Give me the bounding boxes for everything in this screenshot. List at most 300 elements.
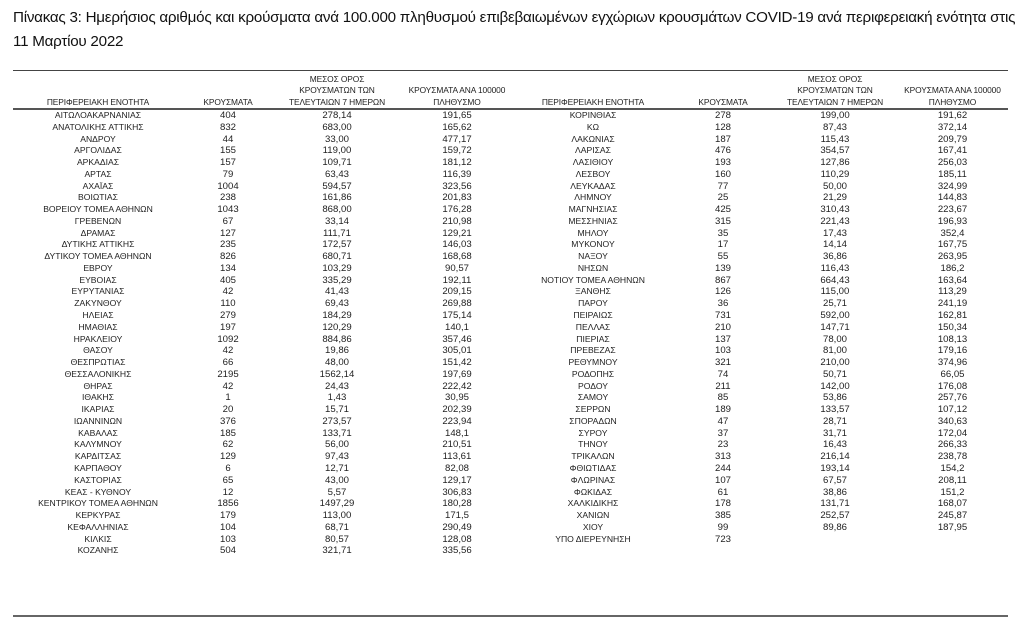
average-cell: 63,43 — [324, 168, 349, 180]
average-cell: 116,43 — [820, 262, 850, 274]
average-cell: 592,00 — [820, 310, 850, 322]
region-cell: ΠΑΡΟΥ — [578, 298, 608, 309]
table-row — [13, 404, 513, 416]
table-row — [13, 451, 513, 463]
per100k-cell: 306,83 — [442, 486, 472, 498]
cases-cell: 17 — [717, 239, 729, 251]
table-row — [13, 487, 513, 499]
average-cell: 127,86 — [820, 157, 850, 169]
cases-cell: 867 — [714, 274, 731, 286]
per100k-cell: 151,42 — [442, 357, 472, 369]
header-region-label: ΠΕΡΙΦΕΡΕΙΑΚΗ ΕΝΟΤΗΤΑ — [46, 96, 150, 107]
table-row — [513, 251, 1008, 263]
cases-cell: 476 — [714, 145, 731, 157]
per100k-cell: 238,78 — [937, 451, 968, 463]
average-cell: 115,43 — [820, 133, 850, 145]
table-title: Πίνακας 3: Ημερήσιος αριθμός και κρούσματα ανά 100.000 πληθυσμού επιβεβαιωμένων εγχώριων κρουσμάτων COVID-19 ανά περιφερειακή ενότητα στις 11 Μαρτίου 2022 — [13, 9, 1016, 50]
region-cell: ΚΑΡΔΙΤΣΑΣ — [74, 451, 122, 462]
average-cell: 354,57 — [820, 145, 850, 157]
average-cell: 683,00 — [322, 121, 352, 133]
table-row — [513, 381, 1008, 393]
table-row — [13, 181, 513, 193]
cases-cell: 1856 — [217, 498, 239, 510]
average-cell: 12,71 — [324, 462, 349, 474]
table-row — [13, 369, 513, 381]
table-row — [13, 510, 513, 522]
region-cell: ΜΗΛΟΥ — [577, 227, 609, 238]
region-cell: ΑΡΚΑΔΙΑΣ — [76, 157, 120, 168]
header-cases — [183, 71, 273, 108]
table-row — [513, 216, 1008, 228]
average-cell: 1497,29 — [319, 498, 355, 510]
cases-cell: 129 — [219, 451, 236, 463]
table-row — [13, 157, 513, 169]
region-cell: ΜΑΓΝΗΣΙΑΣ — [568, 204, 618, 215]
table-row — [13, 145, 513, 157]
table-row — [13, 357, 513, 369]
per100k-cell: 340,63 — [937, 415, 968, 427]
region-cell: ΙΩΑΝΝΙΝΩΝ — [73, 415, 123, 426]
table-row — [513, 122, 1008, 134]
per100k-cell: 209,15 — [442, 286, 472, 298]
per100k-cell: 146,03 — [442, 239, 472, 251]
cases-cell: 23 — [717, 439, 729, 451]
per100k-cell: 197,69 — [442, 368, 472, 380]
average-cell: 594,57 — [322, 180, 352, 192]
table-row — [513, 134, 1008, 146]
cases-cell: 160 — [714, 168, 731, 180]
region-cell: ΚΕΡΚΥΡΑΣ — [75, 510, 121, 521]
per100k-cell: 352,4 — [940, 227, 965, 239]
table-row — [13, 275, 513, 287]
cases-cell: 504 — [219, 545, 236, 557]
table-row — [513, 357, 1008, 369]
cases-cell: 12 — [222, 486, 234, 498]
cases-cell: 210 — [714, 321, 731, 333]
region-cell: ΦΩΚΙΔΑΣ — [573, 486, 613, 497]
cases-cell: 47 — [717, 415, 729, 427]
region-cell: ΘΑΣΟΥ — [83, 345, 113, 356]
table-row — [13, 522, 513, 534]
average-cell: 50,71 — [822, 368, 847, 380]
average-cell: 252,57 — [820, 510, 850, 522]
table-row — [513, 369, 1008, 381]
per100k-cell: 168,68 — [442, 251, 472, 263]
average-cell: 321,71 — [322, 545, 352, 557]
average-cell: 25,71 — [822, 298, 847, 310]
cases-cell: 157 — [219, 157, 236, 169]
per100k-cell: 116,39 — [442, 168, 472, 180]
header-average-line3: ΤΕΛΕΥΤΑΙΩΝ 7 ΗΜΕΡΩΝ — [288, 96, 386, 107]
region-cell: ΤΡΙΚΑΛΩΝ — [571, 451, 615, 462]
average-cell: 69,43 — [324, 298, 349, 310]
average-cell: 87,43 — [822, 121, 847, 133]
region-cell: ΧΙΟΥ — [582, 521, 604, 532]
cases-cell: 211 — [715, 380, 731, 392]
table-row — [13, 216, 513, 228]
average-cell: 41,43 — [324, 286, 349, 298]
table-row — [513, 487, 1008, 499]
per100k-cell: 176,28 — [442, 204, 472, 216]
per100k-cell: 210,51 — [442, 439, 472, 451]
per100k-cell: 107,12 — [937, 404, 968, 416]
cases-cell: 279 — [219, 310, 236, 322]
table-row — [13, 322, 513, 334]
cases-cell: 187 — [714, 133, 731, 145]
table-row — [13, 534, 513, 546]
per100k-cell: 196,93 — [937, 215, 968, 227]
region-cell: ΛΑΣΙΘΙΟΥ — [572, 157, 614, 168]
average-cell: 36,86 — [822, 251, 847, 263]
average-cell: 31,71 — [822, 427, 847, 439]
header-cases — [673, 71, 773, 108]
region-cell: ΣΕΡΡΩΝ — [575, 404, 611, 415]
table-row — [513, 157, 1008, 169]
region-cell: ΠΙΕΡΙΑΣ — [576, 333, 610, 344]
region-cell: ΛΕΣΒΟΥ — [575, 168, 611, 179]
cases-cell: 832 — [219, 121, 236, 133]
per100k-cell: 140,1 — [444, 321, 469, 333]
table-row — [513, 510, 1008, 522]
per100k-cell: 266,33 — [937, 439, 968, 451]
region-cell: ΘΗΡΑΣ — [83, 380, 113, 391]
region-cell: ΣΠΟΡΑΔΩΝ — [569, 415, 617, 426]
table-row — [13, 169, 513, 181]
per100k-cell: 305,01 — [442, 345, 472, 357]
per100k-cell: 202,39 — [442, 404, 472, 416]
region-cell: ΔΥΤΙΚΗΣ ΑΤΤΙΚΗΣ — [61, 239, 135, 250]
region-cell: ΛΗΜΝΟΥ — [574, 192, 612, 203]
cases-cell: 404 — [219, 110, 236, 121]
region-cell: ΝΑΞΟΥ — [578, 251, 608, 262]
table-row — [13, 134, 513, 146]
table-row — [13, 334, 513, 346]
table-row — [13, 310, 513, 322]
per100k-cell: 210,98 — [442, 215, 472, 227]
cases-cell: 731 — [714, 310, 731, 322]
average-cell: 111,71 — [323, 227, 351, 239]
cases-cell: 77 — [717, 180, 729, 192]
average-cell: 15,71 — [324, 404, 349, 416]
region-cell: ΚΑΒΑΛΑΣ — [78, 427, 118, 438]
average-cell: 884,86 — [322, 333, 352, 345]
region-cell: ΔΥΤΙΚΟΥ ΤΟΜΕΑ ΑΘΗΝΩΝ — [44, 251, 152, 262]
region-cell: ΔΡΑΜΑΣ — [80, 227, 116, 238]
region-cell: ΚΙΛΚΙΣ — [84, 533, 112, 544]
per100k-cell: 256,03 — [937, 157, 968, 169]
region-cell: ΕΥΒΟΙΑΣ — [79, 274, 117, 285]
average-cell: 120,29 — [322, 321, 352, 333]
header-average-line1: ΜΕΣΟΣ ΟΡΟΣ — [309, 73, 365, 84]
cases-cell: 126 — [714, 286, 731, 298]
average-cell: 80,57 — [324, 533, 349, 545]
per100k-cell: 191,65 — [442, 110, 472, 121]
region-cell: ΦΛΩΡΙΝΑΣ — [570, 474, 616, 485]
average-cell: 28,71 — [822, 415, 847, 427]
region-cell: ΙΚΑΡΙΑΣ — [81, 404, 115, 415]
header-region — [513, 71, 673, 108]
region-cell: ΒΟΡΕΙΟΥ ΤΟΜΕΑ ΑΘΗΝΩΝ — [43, 204, 153, 215]
per100k-cell: 201,83 — [442, 192, 472, 204]
cases-cell: 376 — [219, 415, 236, 427]
cases-cell: 313 — [714, 451, 731, 463]
cases-cell: 99 — [717, 521, 729, 533]
table-row — [513, 169, 1008, 181]
cases-cell: 61 — [717, 486, 729, 498]
header-region — [13, 71, 183, 108]
average-cell: 33,14 — [324, 215, 349, 227]
table-row — [13, 298, 513, 310]
per100k-cell: 269,88 — [442, 298, 472, 310]
per100k-cell: 30,95 — [444, 392, 469, 404]
table-row — [13, 439, 513, 451]
table-row — [513, 534, 1008, 546]
average-cell: 43,00 — [324, 474, 349, 486]
per100k-cell: 374,96 — [937, 357, 968, 369]
header-average-line3: ΤΕΛΕΥΤΑΙΩΝ 7 ΗΜΕΡΩΝ — [786, 96, 884, 107]
region-cell: ΚΑΣΤΟΡΙΑΣ — [74, 474, 122, 485]
region-cell: ΝΗΣΩΝ — [577, 262, 609, 273]
per100k-cell: 151,2 — [940, 486, 965, 498]
region-cell: ΜΕΣΣΗΝΙΑΣ — [568, 215, 618, 226]
per100k-cell: 129,21 — [442, 227, 472, 239]
cases-cell: 137 — [714, 333, 731, 345]
cases-cell: 42 — [222, 380, 234, 392]
cases-cell: 321 — [714, 357, 731, 369]
average-cell: 67,57 — [822, 474, 847, 486]
table-row — [513, 145, 1008, 157]
average-cell: 14,14 — [822, 239, 847, 251]
average-cell: 147,71 — [820, 321, 850, 333]
average-cell: 133,71 — [322, 427, 352, 439]
average-cell: 24,43 — [324, 380, 349, 392]
region-cell: ΗΜΑΘΙΑΣ — [78, 321, 118, 332]
table-row — [13, 286, 513, 298]
per100k-cell: 128,08 — [442, 533, 472, 545]
cases-cell: 1092 — [217, 333, 239, 345]
per100k-cell: 108,13 — [937, 333, 968, 345]
per100k-cell: 113,61 — [442, 451, 472, 463]
region-cell: ΚΕΑΣ - ΚΥΘΝΟΥ — [64, 486, 132, 497]
table-row — [13, 122, 513, 134]
cases-cell: 385 — [714, 510, 731, 522]
table-row — [513, 286, 1008, 298]
cases-cell: 1043 — [217, 204, 239, 216]
cases-cell: 238 — [219, 192, 236, 204]
average-cell: 21,29 — [822, 192, 847, 204]
region-cell: ΚΑΡΠΑΘΟΥ — [74, 462, 122, 473]
table-row — [13, 228, 513, 240]
region-cell: ΤΗΝΟΥ — [578, 439, 608, 450]
per100k-cell: 187,95 — [937, 521, 968, 533]
cases-cell: 405 — [219, 274, 236, 286]
region-cell: ΝΟΤΙΟΥ ΤΟΜΕΑ ΑΘΗΝΩΝ — [541, 274, 645, 285]
region-cell: ΑΡΓΟΛΙΔΑΣ — [74, 145, 122, 156]
average-cell: 193,14 — [820, 462, 850, 474]
table-row — [13, 251, 513, 263]
per100k-cell: 176,08 — [937, 380, 968, 392]
region-cell: ΛΑΚΩΝΙΑΣ — [571, 133, 615, 144]
header-cases-label: ΚΡΟΥΣΜΑΤΑ — [203, 96, 253, 107]
per100k-cell: 357,46 — [442, 333, 472, 345]
per100k-cell: 150,34 — [937, 321, 968, 333]
per100k-cell: 129,17 — [442, 474, 472, 486]
per100k-cell: 257,76 — [937, 392, 968, 404]
per100k-cell: 171,5 — [444, 510, 469, 522]
header-per100k — [897, 71, 1008, 108]
cases-cell: 25 — [717, 192, 729, 204]
cases-cell: 85 — [717, 392, 729, 404]
per100k-cell: 172,04 — [937, 427, 968, 439]
cases-cell: 425 — [714, 204, 731, 216]
cases-cell: 189 — [714, 404, 731, 416]
per100k-cell: 192,11 — [442, 274, 472, 286]
per100k-cell: 180,28 — [442, 498, 472, 510]
table-row — [513, 475, 1008, 487]
cases-cell: 193 — [714, 157, 731, 169]
table-row — [13, 392, 513, 404]
per100k-cell: 185,11 — [938, 168, 967, 180]
region-cell: ΑΡΤΑΣ — [84, 168, 112, 179]
region-cell: ΜΥΚΟΝΟΥ — [571, 239, 615, 250]
table-row — [13, 192, 513, 204]
average-cell: 1562,14 — [319, 368, 355, 380]
region-cell: ΑΙΤΩΛΟΑΚΑΡΝΑΝΙΑΣ — [54, 110, 142, 120]
region-cell: ΦΘΙΩΤΙΔΑΣ — [569, 462, 617, 473]
region-cell: ΧΑΛΚΙΔΙΚΗΣ — [567, 498, 619, 509]
cases-cell: 55 — [717, 251, 729, 263]
table-row — [13, 428, 513, 440]
cases-cell: 155 — [219, 145, 236, 157]
table-row — [513, 275, 1008, 287]
cases-cell: 127 — [219, 227, 236, 239]
per100k-cell: 209,79 — [937, 133, 968, 145]
cases-cell: 103 — [714, 345, 731, 357]
cases-cell: 134 — [219, 262, 236, 274]
region-cell: ΞΑΝΘΗΣ — [575, 286, 611, 297]
cases-cell: 107 — [714, 474, 731, 486]
header-average-line2: ΚΡΟΥΣΜΑΤΩΝ ΤΩΝ — [299, 85, 375, 95]
cases-cell: 42 — [222, 345, 234, 357]
per100k-cell: 323,56 — [442, 180, 472, 192]
cases-cell: 1 — [225, 392, 231, 404]
table-row — [513, 110, 1008, 122]
header-average-line2: ΚΡΟΥΣΜΑΤΩΝ ΤΩΝ — [797, 85, 873, 95]
region-cell: ΡΕΘΥΜΝΟΥ — [568, 357, 618, 368]
cases-cell: 244 — [714, 462, 731, 474]
average-cell: 119,00 — [322, 145, 352, 157]
cases-cell: 6 — [225, 462, 231, 474]
cases-cell: 185 — [219, 427, 236, 439]
per100k-cell: 290,49 — [442, 521, 472, 533]
cases-cell: 62 — [222, 439, 234, 451]
average-cell: 664,43 — [820, 274, 850, 286]
table-row — [513, 428, 1008, 440]
cases-cell: 35 — [717, 227, 729, 239]
cases-cell: 139 — [714, 262, 731, 274]
left-table-body — [13, 110, 513, 557]
per100k-cell: 335,56 — [442, 545, 472, 557]
per100k-cell: 159,72 — [442, 145, 472, 157]
region-cell: ΥΠΟ ΔΙΕΡΕΥΝΗΣΗ — [555, 533, 631, 544]
header-per100k-line1: ΚΡΟΥΣΜΑΤΑ ΑΝΑ 100000 — [408, 85, 506, 95]
table-row — [513, 334, 1008, 346]
table-row — [13, 475, 513, 487]
header-per100k-line2: ΠΛΗΘΥΣΜΟ — [433, 96, 481, 107]
region-cell: ΠΕΙΡΑΙΩΣ — [573, 310, 613, 321]
average-cell: 115,00 — [820, 286, 850, 298]
region-cell: ΑΝΑΤΟΛΙΚΗΣ ΑΤΤΙΚΗΣ — [52, 121, 144, 132]
average-cell: 109,71 — [322, 157, 352, 169]
table-row — [513, 239, 1008, 251]
region-cell: ΑΧΑΪΑΣ — [82, 180, 114, 191]
average-cell: 210,00 — [820, 357, 850, 369]
table-row — [13, 498, 513, 510]
cases-cell: 197 — [219, 321, 236, 333]
table-row — [13, 381, 513, 393]
table-row — [513, 416, 1008, 428]
cases-cell: 37 — [717, 427, 729, 439]
average-cell: 868,00 — [322, 204, 352, 216]
region-cell: ΚΕΦΑΛΛΗΝΙΑΣ — [67, 521, 129, 532]
cases-cell: 826 — [219, 251, 236, 263]
cases-cell: 67 — [222, 215, 234, 227]
average-cell: 113,00 — [322, 510, 352, 522]
per100k-cell: 241,19 — [937, 298, 968, 310]
cases-cell: 104 — [219, 521, 236, 533]
region-cell: ΠΡΕΒΕΖΑΣ — [570, 345, 616, 356]
average-cell: 50,00 — [822, 180, 847, 192]
per100k-cell: 165,62 — [442, 121, 472, 133]
region-cell: ΚΩ — [586, 121, 600, 132]
region-cell: ΒΟΙΩΤΙΑΣ — [78, 192, 118, 203]
per100k-cell: 223,67 — [937, 204, 968, 216]
table-row — [513, 451, 1008, 463]
per100k-cell: 223,94 — [442, 415, 472, 427]
table-row — [13, 345, 513, 357]
average-cell: 56,00 — [324, 439, 349, 451]
table-row — [513, 192, 1008, 204]
average-cell: 216,14 — [820, 451, 850, 463]
per100k-cell: 208,11 — [938, 474, 967, 486]
table-row — [513, 439, 1008, 451]
cases-cell: 79 — [222, 168, 234, 180]
average-cell: 48,00 — [324, 357, 349, 369]
table-row — [513, 263, 1008, 275]
table-row — [513, 298, 1008, 310]
header-average — [273, 71, 401, 108]
cases-cell: 20 — [222, 404, 234, 416]
per100k-cell: 90,57 — [444, 262, 469, 274]
region-cell: ΘΕΣΣΑΛΟΝΙΚΗΣ — [64, 368, 132, 379]
per100k-cell: 186,2 — [940, 262, 965, 274]
cases-cell: 128 — [714, 121, 731, 133]
table-row — [513, 404, 1008, 416]
per100k-cell: 175,14 — [442, 310, 472, 322]
table-row — [513, 392, 1008, 404]
region-cell: ΣΑΜΟΥ — [577, 392, 609, 403]
cases-cell: 66 — [222, 357, 234, 369]
cases-cell: 110 — [220, 298, 236, 310]
region-cell: ΛΑΡΙΣΑΣ — [575, 145, 611, 156]
average-cell: 33,00 — [324, 133, 349, 145]
average-cell: 78,00 — [822, 333, 847, 345]
cases-cell: 2195 — [217, 368, 239, 380]
per100k-cell: 168,07 — [937, 498, 968, 510]
cases-cell: 178 — [714, 498, 731, 510]
region-cell: ΑΝΔΡΟΥ — [80, 133, 116, 144]
cases-cell: 42 — [222, 286, 234, 298]
